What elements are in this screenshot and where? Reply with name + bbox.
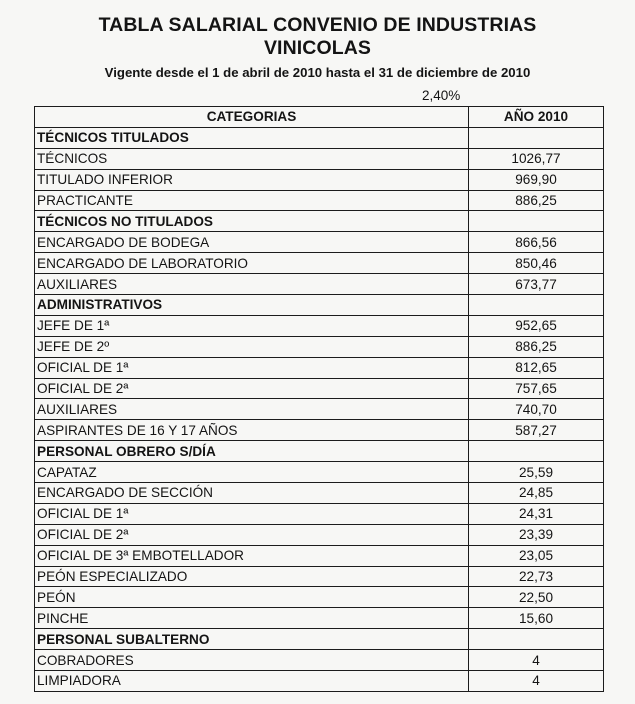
- table-row: [35, 524, 604, 545]
- category-cell: TITULADO INFERIOR: [35, 169, 469, 190]
- category-cell: PINCHE: [35, 608, 469, 629]
- salary-value-cell: 1026,77: [469, 148, 604, 169]
- salary-value-cell: 22,50: [469, 587, 604, 608]
- category-cell: AUXILIARES: [35, 399, 469, 420]
- table-row: [35, 420, 604, 441]
- header-categorias: CATEGORIAS: [35, 107, 469, 128]
- salary-value-cell: 757,65: [469, 378, 604, 399]
- salary-value-cell: 25,59: [469, 462, 604, 483]
- salary-value-cell: 740,70: [469, 399, 604, 420]
- salary-value-cell: 886,25: [469, 336, 604, 357]
- salary-value-cell: 587,27: [469, 420, 604, 441]
- salary-value-cell: 23,39: [469, 524, 604, 545]
- salary-value-cell: 24,31: [469, 503, 604, 524]
- table-row: [35, 483, 604, 504]
- salary-value-cell: [469, 127, 604, 148]
- salary-value-cell: 952,65: [469, 315, 604, 336]
- salary-value-cell: 812,65: [469, 357, 604, 378]
- category-cell: TÉCNICOS: [35, 148, 469, 169]
- table-row: [35, 671, 604, 692]
- salary-value-cell: 4: [469, 671, 604, 692]
- section-label: TÉCNICOS TITULADOS: [35, 127, 469, 148]
- document-title: [0, 14, 635, 60]
- section-row: [35, 127, 604, 148]
- table-row: [35, 566, 604, 587]
- header-ano-2010: AÑO 2010: [469, 107, 604, 128]
- section-label: PERSONAL OBRERO S/DÍA: [35, 441, 469, 462]
- category-cell: ENCARGADO DE BODEGA: [35, 232, 469, 253]
- category-cell: OFICIAL DE 1ª: [35, 357, 469, 378]
- category-cell: ASPIRANTES DE 16 Y 17 AÑOS: [35, 420, 469, 441]
- table-row: [35, 274, 604, 295]
- category-cell: LIMPIADORA: [35, 671, 469, 692]
- salary-value-cell: [469, 211, 604, 232]
- table-row: [35, 587, 604, 608]
- table-row: [35, 253, 604, 274]
- table-row: [35, 357, 604, 378]
- salary-value-cell: [469, 441, 604, 462]
- category-cell: COBRADORES: [35, 650, 469, 671]
- table-row: [35, 190, 604, 211]
- table-body: [35, 127, 604, 691]
- title-line-2: VINICOLAS: [263, 37, 372, 59]
- table-row: [35, 503, 604, 524]
- salary-value-cell: [469, 629, 604, 650]
- salary-value-cell: 969,90: [469, 169, 604, 190]
- salary-value-cell: 850,46: [469, 253, 604, 274]
- category-cell: OFICIAL DE 2ª: [35, 524, 469, 545]
- table-row: [35, 462, 604, 483]
- table-row: [35, 650, 604, 671]
- section-label: ADMINISTRATIVOS: [35, 295, 469, 316]
- category-cell: OFICIAL DE 3ª EMBOTELLADOR: [35, 545, 469, 566]
- percentage-label: 2,40%: [422, 88, 461, 103]
- category-cell: PEÓN: [35, 587, 469, 608]
- table-row: [35, 378, 604, 399]
- section-row: [35, 295, 604, 316]
- table-row: [35, 336, 604, 357]
- category-cell: PEÓN ESPECIALIZADO: [35, 566, 469, 587]
- table-header-row: [35, 107, 604, 128]
- salary-value-cell: 23,05: [469, 545, 604, 566]
- salary-value-cell: 24,85: [469, 483, 604, 504]
- salary-value-cell: [469, 295, 604, 316]
- category-cell: JEFE DE 1ª: [35, 315, 469, 336]
- category-cell: AUXILIARES: [35, 274, 469, 295]
- table-row: [35, 545, 604, 566]
- section-row: [35, 629, 604, 650]
- title-line-1: TABLA SALARIAL CONVENIO DE INDUSTRIAS: [98, 14, 537, 36]
- salary-value-cell: 22,73: [469, 566, 604, 587]
- table-row: [35, 232, 604, 253]
- table-row: [35, 148, 604, 169]
- table-row: [35, 399, 604, 420]
- section-label: TÉCNICOS NO TITULADOS: [35, 211, 469, 232]
- category-cell: ENCARGADO DE SECCIÓN: [35, 483, 469, 504]
- category-cell: PRACTICANTE: [35, 190, 469, 211]
- salary-table: [34, 106, 604, 692]
- category-cell: JEFE DE 2º: [35, 336, 469, 357]
- section-row: [35, 441, 604, 462]
- category-cell: OFICIAL DE 1ª: [35, 503, 469, 524]
- section-row: [35, 211, 604, 232]
- table-row: [35, 169, 604, 190]
- document-subtitle: Vigente desde el 1 de abril de 2010 hasta el 31 de diciembre de 2010: [104, 65, 531, 80]
- salary-value-cell: 866,56: [469, 232, 604, 253]
- salary-value-cell: 673,77: [469, 274, 604, 295]
- table-row: [35, 315, 604, 336]
- salary-value-cell: 15,60: [469, 608, 604, 629]
- salary-value-cell: 886,25: [469, 190, 604, 211]
- salary-value-cell: 4: [469, 650, 604, 671]
- category-cell: ENCARGADO DE LABORATORIO: [35, 253, 469, 274]
- category-cell: CAPATAZ: [35, 462, 469, 483]
- section-label: PERSONAL SUBALTERNO: [35, 629, 469, 650]
- table-row: [35, 608, 604, 629]
- category-cell: OFICIAL DE 2ª: [35, 378, 469, 399]
